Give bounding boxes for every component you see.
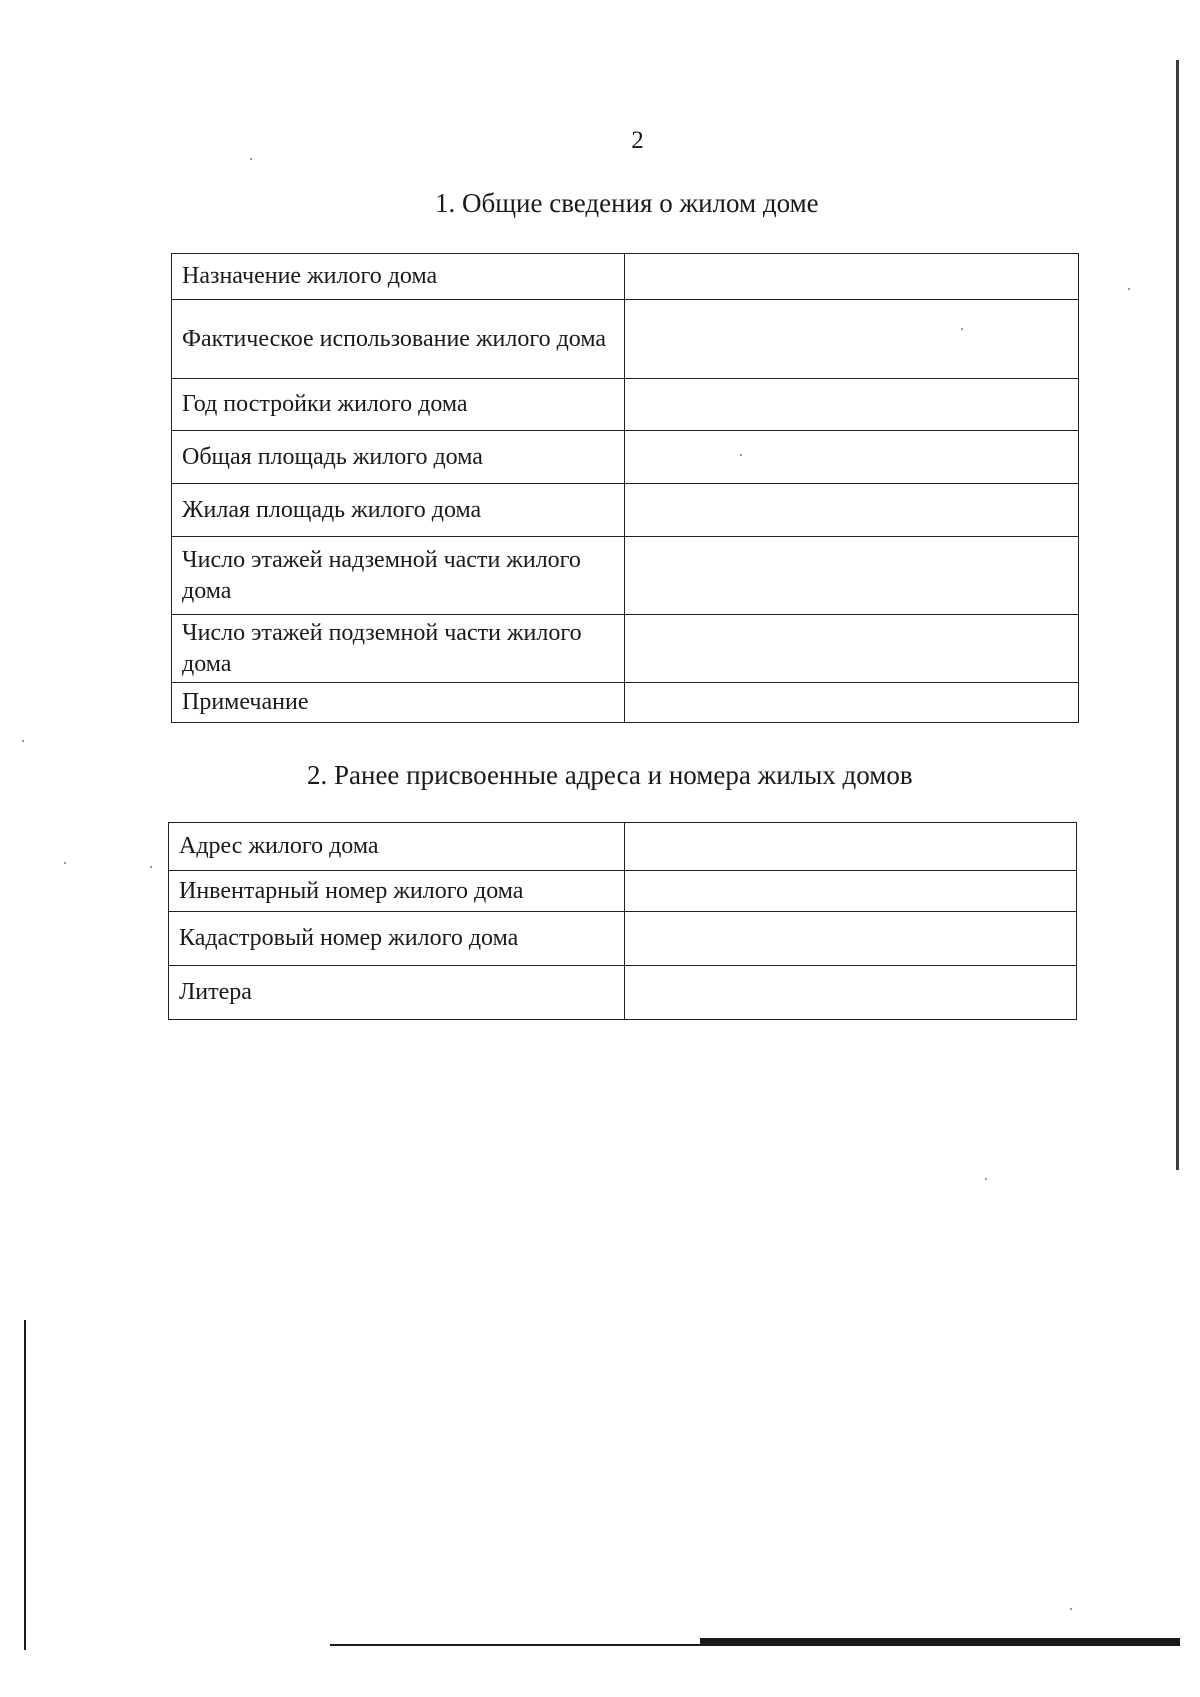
table-row — [169, 966, 1077, 1020]
scan-speck — [961, 328, 963, 330]
table-row — [172, 484, 1079, 537]
row-label: Адрес жилого дома — [169, 823, 625, 871]
scan-speck — [1128, 288, 1130, 290]
row-value — [625, 871, 1077, 912]
table-row — [169, 871, 1077, 912]
scan-speck — [250, 158, 252, 160]
scan-edge-bottom — [330, 1644, 730, 1646]
scan-speck — [740, 454, 742, 456]
row-value — [625, 966, 1077, 1020]
row-value — [625, 300, 1079, 379]
scan-speck — [150, 866, 152, 868]
row-label: Фактическое использование жилого дома — [172, 300, 625, 379]
scan-speck — [64, 862, 66, 864]
row-value — [625, 484, 1079, 537]
row-label: Литера — [169, 966, 625, 1020]
general-info-table — [171, 253, 1079, 723]
scan-edge-left — [24, 1320, 26, 1650]
row-label: Назначение жилого дома — [172, 254, 625, 300]
table-row — [169, 912, 1077, 966]
row-label: Общая площадь жилого дома — [172, 431, 625, 484]
scan-speck — [985, 1178, 987, 1180]
row-value — [625, 615, 1079, 683]
table-row — [172, 683, 1079, 723]
row-label: Инвентарный номер жилого дома — [169, 871, 625, 912]
row-value — [625, 683, 1079, 723]
table-row — [172, 254, 1079, 300]
row-label: Примечание — [172, 683, 625, 723]
row-value — [625, 254, 1079, 300]
table-row — [172, 615, 1079, 683]
scan-speck — [22, 740, 24, 742]
row-label: Жилая площадь жилого дома — [172, 484, 625, 537]
row-label: Число этажей надземной части жилого дома — [172, 537, 625, 615]
table-row — [172, 379, 1079, 431]
row-value — [625, 431, 1079, 484]
row-value — [625, 823, 1077, 871]
scan-edge-right — [1176, 60, 1179, 1170]
previous-addresses-table — [168, 822, 1077, 1020]
table-row — [172, 300, 1079, 379]
row-label: Число этажей подземной части жилого дома — [172, 615, 625, 683]
section-2-title: 2. Ранее присвоенные адреса и номера жилых домов — [307, 760, 913, 790]
table-row — [172, 537, 1079, 615]
scan-speck — [1070, 1608, 1072, 1610]
row-label: Год постройки жилого дома — [172, 379, 625, 431]
page-number: 2 — [631, 127, 644, 154]
row-label: Кадастровый номер жилого дома — [169, 912, 625, 966]
row-value — [625, 912, 1077, 966]
row-value — [625, 379, 1079, 431]
scan-edge-bottom-thick — [700, 1638, 1180, 1646]
row-value — [625, 537, 1079, 615]
table-row — [172, 431, 1079, 484]
table-row — [169, 823, 1077, 871]
section-1-title: 1. Общие сведения о жилом доме — [435, 188, 819, 218]
